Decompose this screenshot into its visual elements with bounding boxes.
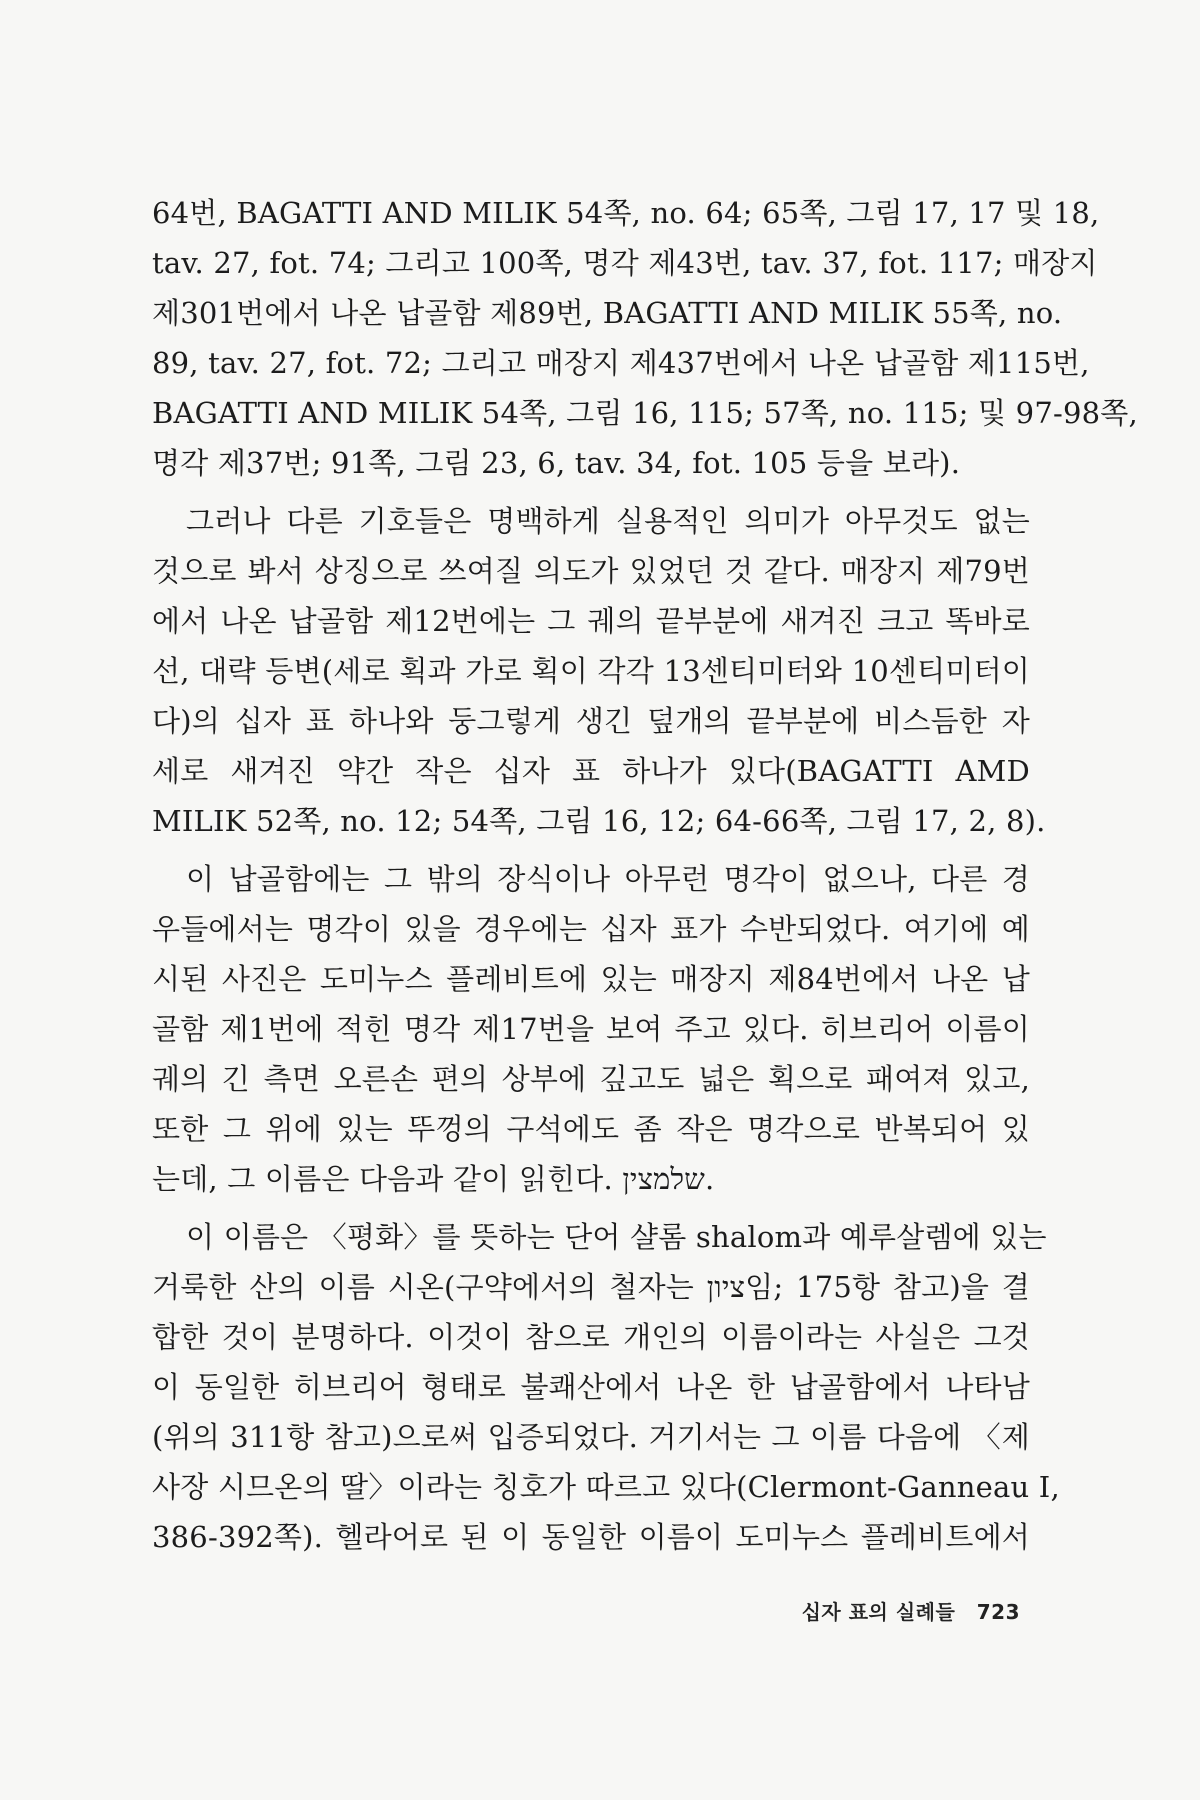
text-line: 그러나 다른 기호들은 명백하게 실용적인 의미가 아무것도 없는 <box>186 504 1030 538</box>
paragraph-1 <box>152 188 1138 488</box>
text-line: 제301번에서 나온 납골함 제89번, BAGATTI AND MILIK 55쪽, no. <box>152 296 1063 330</box>
text-line: 또한 그 위에 있는 뚜껑의 구석에도 좀 작은 명각으로 반복되어 있 <box>152 1112 1030 1146</box>
text-line: 이 동일한 히브리어 형태로 불쾌산에서 나온 한 납골함에서 나타남 <box>152 1370 1030 1404</box>
text-line: 386-392쪽). 헬라어로 된 이 동일한 이름이 도미누스 플레비트에서 <box>152 1520 1030 1554</box>
text-line: 89, tav. 27, fot. 72; 그리고 매장지 제437번에서 나온 납골함 제115번, <box>152 346 1090 380</box>
text-line: 는데, 그 이름은 다음과 같이 읽힌다. שלמצין. <box>152 1162 715 1196</box>
text-line: 궤의 긴 측면 오른손 편의 상부에 깊고도 넓은 획으로 패여져 있고, <box>152 1062 1030 1096</box>
text-line: 거룩한 산의 이름 시온(구약에서의 철자는 ציון임; 175항 참고)을 결 <box>152 1270 1030 1304</box>
text-line: 이 이름은 〈평화〉를 뜻하는 단어 샬롬 shalom과 예루살렘에 있는 <box>186 1220 1047 1254</box>
page-footer <box>802 1596 1020 1625</box>
paragraph-4 <box>152 1212 1060 1562</box>
text-line: tav. 27, fot. 74; 그리고 100쪽, 명각 제43번, tav. 37, fot. 117; 매장지 <box>152 246 1098 280</box>
text-line: MILIK 52쪽, no. 12; 54쪽, 그림 16, 12; 64-66쪽, 그림 17, 2, 8). <box>152 804 1046 838</box>
page-number: 723 <box>976 1600 1020 1624</box>
text-line: 64번, BAGATTI AND MILIK 54쪽, no. 64; 65쪽, 그림 17, 17 및 18, <box>152 196 1100 230</box>
text-line: 다)의 십자 표 하나와 둥그렇게 생긴 덮개의 끝부분에 비스듬한 자 <box>152 704 1030 738</box>
paragraph-2 <box>152 496 1046 846</box>
body-text <box>152 188 1138 1570</box>
running-title: 십자 표의 실례들 <box>801 1600 956 1624</box>
text-line: 골함 제1번에 적힌 명각 제17번을 보여 주고 있다. 히브리어 이름이 <box>152 1012 1030 1046</box>
text-line: 우들에서는 명각이 있을 경우에는 십자 표가 수반되었다. 여기에 예 <box>152 912 1030 946</box>
text-line: 선, 대략 등변(세로 획과 가로 획이 각각 13센티미터와 10센티미터이 <box>152 654 1030 688</box>
text-line: (위의 311항 참고)으로써 입증되었다. 거기서는 그 이름 다음에 〈제 <box>152 1420 1030 1454</box>
text-line: 에서 나온 납골함 제12번에는 그 궤의 끝부분에 새겨진 크고 똑바로 <box>152 604 1030 638</box>
text-line: 합한 것이 분명하다. 이것이 참으로 개인의 이름이라는 사실은 그것 <box>152 1320 1030 1354</box>
text-line: 사장 시므온의 딸〉이라는 칭호가 따르고 있다(Clermont-Ganneau I, <box>152 1470 1060 1504</box>
text-line: 명각 제37번; 91쪽, 그림 23, 6, tav. 34, fot. 105 등을 보라). <box>152 446 961 480</box>
paragraph-3 <box>152 854 1030 1204</box>
text-line: BAGATTI AND MILIK 54쪽, 그림 16, 115; 57쪽, no. 115; 및 97-98쪽, <box>152 396 1138 430</box>
text-line: 시된 사진은 도미누스 플레비트에 있는 매장지 제84번에서 나온 납 <box>152 962 1030 996</box>
text-line: 이 납골함에는 그 밖의 장식이나 아무런 명각이 없으나, 다른 경 <box>186 862 1030 896</box>
text-line: 것으로 봐서 상징으로 쓰여질 의도가 있었던 것 같다. 매장지 제79번 <box>152 554 1030 588</box>
text-line: 세로 새겨진 약간 작은 십자 표 하나가 있다(BAGATTI AMD <box>152 754 1030 788</box>
